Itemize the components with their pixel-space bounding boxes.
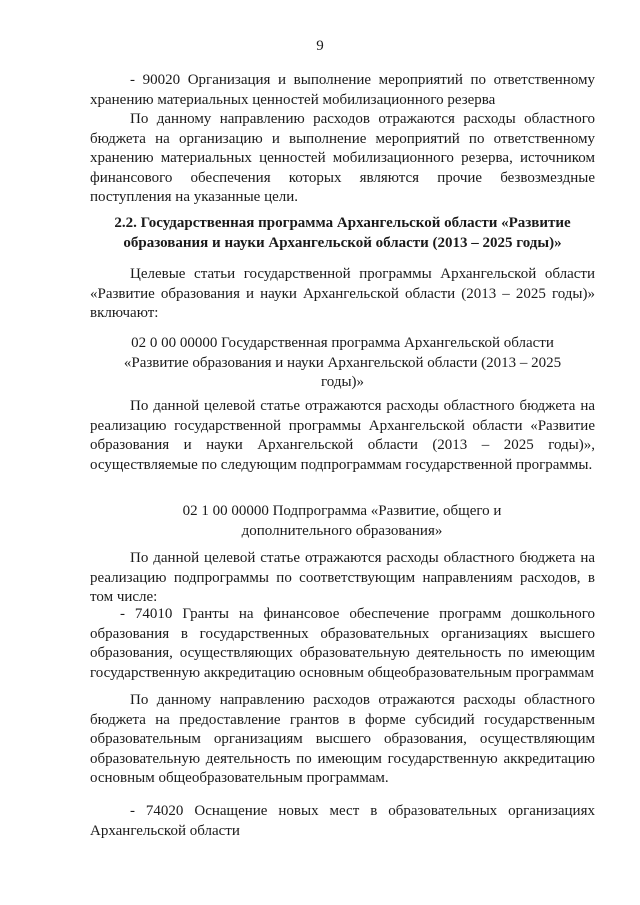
section-heading-2-2: 2.2. Государственная программа Архангельской области «Развитие образования и науки Архангельской области (2013 – 2025 годы)» [114, 215, 571, 251]
subprogram-02-1-description: По данной целевой статье отражаются расходы областного бюджета на реализацию подпрограммы по соответствующим направлениям расходов, в том числе: [90, 550, 595, 606]
target-article-02-0-description: По данной целевой статье отражаются расходы областного бюджета на реализацию государственной программы Архангельской области «Развитие образования и науки Архангельской области (2013 – 2025 годы)», осуществляемые по следующим подпрограммам государственной программы. [90, 398, 595, 473]
page-number: 9 [316, 38, 324, 54]
expense-item-74010-description: По данному направлению расходов отражаются расходы областного бюджета на предоставление грантов в форме субсидий государственным образовательным организациям высшего образования, осуществляющим образовательную деятельность по имеющим государственную аккредитацию основным общеобразовательным программам. [90, 692, 595, 787]
expense-item-90020: - 90020 Организация и выполнение мероприятий по ответственному хранению материальных ценностей мобилизационного резерва [90, 72, 595, 108]
expense-item-90020-description: По данному направлению расходов отражаются расходы областного бюджета на организацию и выполнение мероприятий по ответственному хранению материальных ценностей мобилизационного резерва, источником финансового обеспечения которых являются прочие безвозмездные поступления на указанные цели. [90, 111, 595, 206]
target-article-02-0: 02 0 00 00000 Государственная программа Архангельской области «Развитие образования и науки Архангельской области (2013 – 2025 годы)» [123, 335, 562, 391]
subprogram-02-1: 02 1 00 00000 Подпрограмма «Развитие, общего и дополнительного образования» [182, 503, 502, 539]
expense-item-74010: - 74010 Гранты на финансовое обеспечение программ дошкольного образования в государственных образовательных организациях высшего образования, осуществляющих образовательную деятельность по имеющим государственную аккредитацию основным общеобразовательным программам [90, 606, 595, 681]
expense-item-74020: - 74020 Оснащение новых мест в образовательных организациях Архангельской области [90, 803, 595, 839]
section-intro: Целевые статьи государственной программы Архангельской области «Развитие образования и науки Архангельской области (2013 – 2025 годы)» включают: [90, 266, 595, 322]
